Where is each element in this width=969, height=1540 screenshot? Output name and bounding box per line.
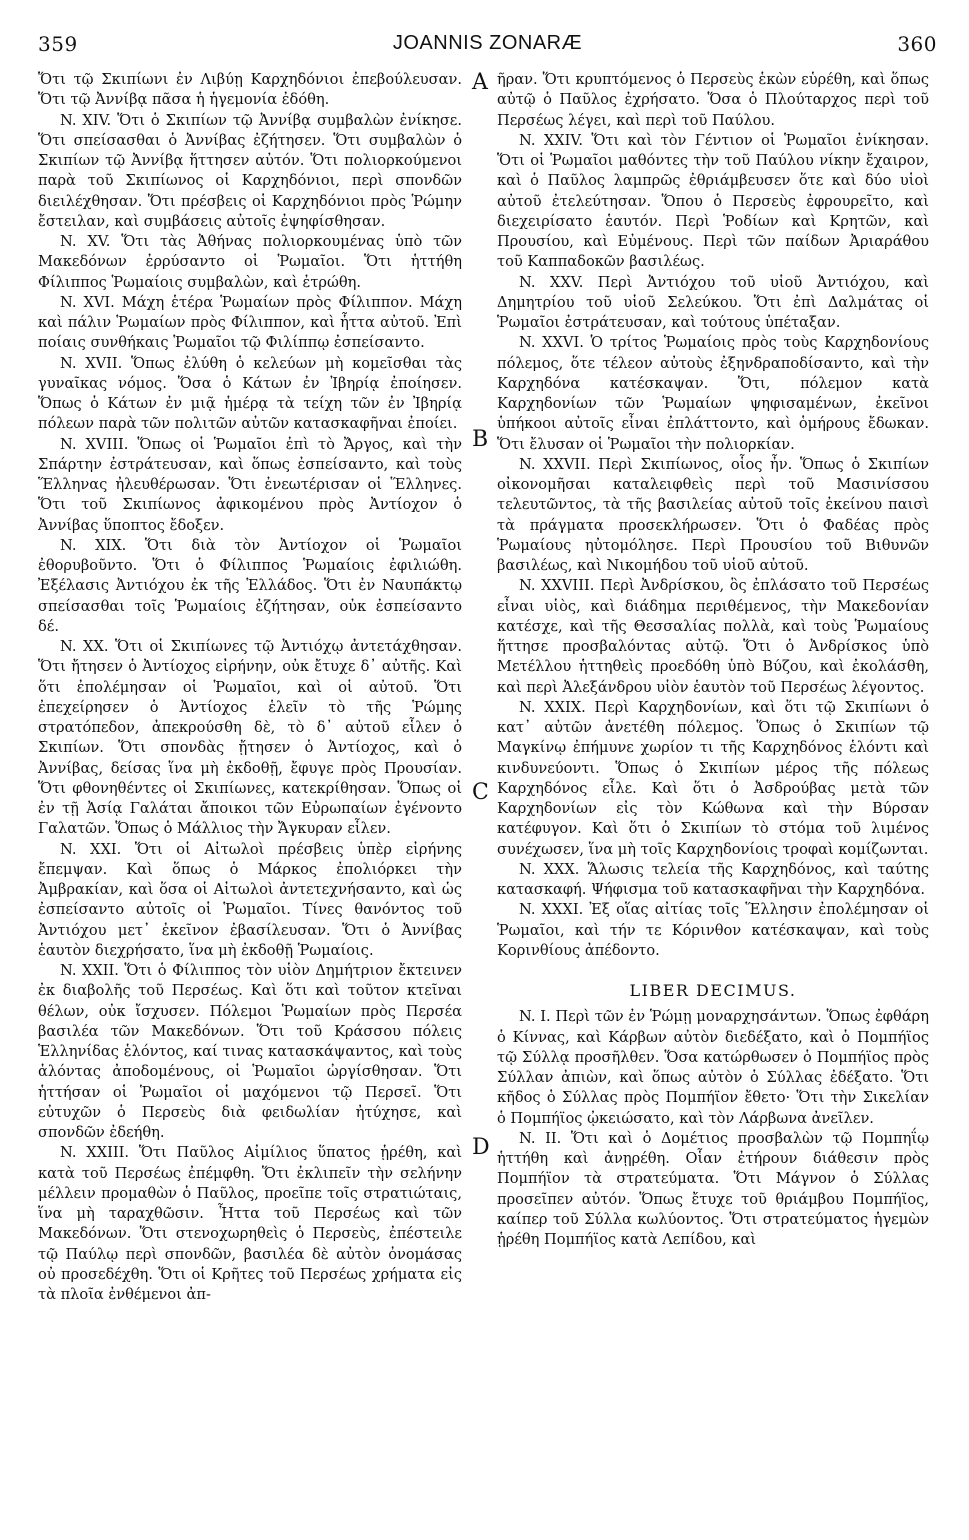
left-column <box>38 70 462 1305</box>
paragraph: N. XV. Ὅτι τὰς Ἀθήνας πολιορκουμένας ὑπὸ τῶν Μακεδόνων ἐρρύσαντο οἱ Ῥωμαῖοι. Ὅτι ἡττήθη Φίλιππος Ῥωμαίοις συμβαλὼν, καὶ ἐτρώθη. <box>38 233 462 291</box>
paragraph: N. I. Περὶ τῶν ἐν Ῥώμῃ μοναρχησάντων. Ὅπως ἐφθάρη ὁ Κίννας, καὶ Κάρβων αὐτὸν διεδέξατο, καὶ ὁ Πομπήϊος τῷ Σύλλᾳ προσῆλθεν. Ὅσα κατώρθωσεν ὁ Πομπήϊος πρὸς Σύλλαν ἀπιὼν, καὶ ὅπως αὐτὸν ὁ Σύλλας ἐδέξατο. Ὅτι κῆδος ὁ Σύλλας πρὸς Πομπήϊον ἔθετο· Ὅτι τὴν Σικελίαν ὁ Πομπήϊος ᾠκειώσατο, καὶ τὸν Λάρβωνα ἀνεῖλεν. <box>497 1008 929 1127</box>
page-number-right: 360 <box>897 32 937 56</box>
paragraph: ῆραν. Ὅτι κρυπτόμενος ὁ Περσεὺς ἑκὼν εὑρέθη, καὶ ὅπως αὐτῷ ὁ Παῦλος ἐχρήσατο. Ὅσα ὁ Πλούταρχος περὶ τοῦ Περσέως λέγει, καὶ περὶ τοῦ Παύλου. <box>497 71 929 129</box>
paragraph: N. XXI. Ὅτι οἱ Αἰτωλοὶ πρέσβεις ὑπὲρ εἰρήνης ἔπεμψαν. Καὶ ὅπως ὁ Μάρκος ἐπολιόρκει τὴν Ἀμβρακίαν, καὶ ὅσα οἱ Αἰτωλοὶ ἀντετεχνήσαντο, καὶ ὡς ἐσπείσαντο αὐτοῖς οἱ Ῥωμαῖοι. Τίνες θανόντος τοῦ Ἀντιόχου μετ᾽ ἐκεῖνον ἐβασίλευσαν. Ὅτι ὁ Ἀννίβας ἑαυτὸν διεχρήσατο, ἵνα μὴ ἐκδοθῇ Ῥωμαίοις. <box>38 840 462 959</box>
paragraph: N. XXVII. Περὶ Σκιπίωνος, οἷος ἦν. Ὅπως ὁ Σκιπίων οἰκονομῆσαι καταλειφθεὶς περὶ τοῦ Μασινίσσου τελευτῶντος, τὰ τῆς βασιλείας αὐτοῦ τοῖς ἐκείνου παισὶ τὰ πράγματα προσεκλήρωσεν. Ὅτι ὁ Φαδέας πρὸς Ῥωμαίους ηὐτομόλησε. Περὶ Προυσίου τοῦ Βιθυνῶν βασιλέως, καὶ Νικομήδου τοῦ υἱοῦ αὐτοῦ. <box>497 455 929 574</box>
paragraph: N. XX. Ὅτι οἱ Σκιπίωνες τῷ Ἀντιόχῳ ἀντετάχθησαν. Ὅτι ἤτησεν ὁ Ἀντίοχος εἰρήνην, οὐκ ἔτυχε δ᾽ αὐτῆς. Καὶ ὅτι ἐπολέμησαν οἱ Ῥωμαῖοι, καὶ οἱ αὐτοῦ. Ὅτι ἐπεχείρησεν ὁ Ἀντίοχος ἑλεῖν τὸ τῆς Ῥώμης στρατόπεδον, ἀπεκρούσθη δὲ, τὸ δ᾽ αὐτοῦ εἷλεν ὁ Σκιπίων. Ὅτι σπονδὰς ᾔτησεν ὁ Ἀντίοχος, καὶ ὁ Ἀννίβας, δείσας ἵνα μὴ ἐκδοθῇ, ἔφυγε πρὸς Προυσίαν. Ὅτι φθονηθέντες οἱ Σκιπίωνες, κατεκρίθησαν. Ὅπως οἱ ἐν τῇ Ἀσίᾳ Γαλάται ἄποικοι τῶν Εὐρωπαίων ἐγένοντο Γαλατῶν. Ὅπως ὁ Μάλλιος τὴν Ἄγκυραν εἷλεν. <box>38 638 462 838</box>
book-heading: LIBER DECIMUS. <box>629 981 797 1000</box>
paragraph: N. XXVIII. Περὶ Ἀνδρίσκου, ὃς ἐπλάσατο τοῦ Περσέως εἶναι υἱὸς, καὶ διάδημα περιθέμενος, τὴν Μακεδονίαν κατέσχε, καὶ τῆς Θεσσαλίας πολλὰ, καὶ τοὺς Ῥωμαίους ἥττησε προσβαλόντας αὐτῷ. Ὅτι ὁ Ἀνδρίσκος ὑπὸ Μετέλλου ἡττηθεὶς προεδόθη ὑπὸ Βύζου, καὶ ἐκολάσθη, καὶ περὶ Ἀλεξάνδρου υἱὸν ἑαυτὸν τοῦ Περσέως λέγοντος. <box>497 577 929 696</box>
paragraph: N. XXXI. Ἐξ οἵας αἰτίας τοῖς Ἕλλησιν ἐπολέμησαν οἱ Ῥωμαῖοι, καὶ τήν τε Κόρινθον κατέσκαψαν, καὶ τοὺς Κορινθίους ἀπέδοντο. <box>497 901 929 959</box>
paragraph: N. XVI. Μάχη ἑτέρα Ῥωμαίων πρὸς Φίλιππον. Μάχη καὶ πάλιν Ῥωμαίων πρὸς Φίλιππον, καὶ ἧττα αὐτοῦ. Ἐπὶ ποίαις συνθήκαις Ῥωμαῖοι τῷ Φιλίππῳ ἐσπείσαντο. <box>38 293 462 352</box>
paragraph: Ὅτι τῷ Σκιπίωνι ἐν Λιβύῃ Καρχηδόνιοι ἐπεβούλευσαν. Ὅτι τῷ Ἀννίβᾳ πᾶσα ἡ ἡγεμονία ἐδόθη. <box>38 71 462 109</box>
margin-marker-b: B <box>472 427 489 452</box>
paragraph: N. XXII. Ὅτι ὁ Φίλιππος τὸν υἱὸν Δημήτριον ἔκτεινεν ἐκ διαβολῆς τοῦ Περσέως. Καὶ ὅτι καὶ τοῦτον κτεῖναι θέλων, οὐκ ἴσχυσεν. Πόλεμοι Ῥωμαίων πρὸς Περσέα βασιλέα τῶν Μακεδόνων. Ὅτι τοῦ Κράσσου πόλεις Ἑλληνίδας ἑλόντος, καί τινας κατασκάψαντος, καὶ τοὺς ἁλόντας ἀποδομένους, οἱ Ῥωμαῖοι ὠργίσθησαν. Ὅτι ἡττήσαν οἱ Ῥωμαῖοι οἱ μαχόμενοι τῷ Περσεῖ. Ὅτι εὐτυχῶν ὁ Περσεὺς διὰ φειδωλίαν ἠτύχησε, καὶ σπονδῶν ἐδεήθη. <box>38 962 462 1141</box>
running-title: JOANNIS ZONARÆ <box>392 32 583 54</box>
paragraph: N. XXIV. Ὅτι καὶ τὸν Γέντιον οἱ Ῥωμαῖοι ἐνίκησαν. Ὅτι οἱ Ῥωμαῖοι μαθόντες τὴν τοῦ Παύλου νίκην ἔχαιρον, καὶ ὁ Παῦλος λαμπρῶς ἐθριάμβευσεν ὅτε καὶ δύο υἱοὶ αὐτοῦ ἐτελεύτησαν. Ὅπου ὁ Περσεὺς ἐφρουρεῖτο, καὶ διεχειρίσατο ἑαυτόν. Περὶ Ῥοδίων καὶ Κρητῶν, καὶ Προυσίου, καὶ Εὐμένους. Περὶ τῶν παίδων Ἀριαράθου τοῦ Καππαδοκῶν βασιλέως. <box>497 131 929 271</box>
paragraph: N. XVII. Ὅπως ἐλύθη ὁ κελεύων μὴ κομεῖσθαι τὰς γυναῖκας νόμος. Ὅσα ὁ Κάτων ἐν Ἰβηρίᾳ ἐποίησεν. Ὅπως ὁ Κάτων ἐν μιᾷ ἡμέρᾳ τὰ τείχη τῶν ἐν Ἰβηρίᾳ πόλεων παρὰ τῶν πολιτῶν αὐτῶν κατασκαφῆναι ἐποίει. <box>38 354 462 433</box>
margin-marker-c: C <box>472 780 489 805</box>
paragraph: N. XIV. Ὅτι ὁ Σκιπίων τῷ Ἀννίβᾳ συμβαλὼν ἐνίκησε. Ὅτι σπείσασθαι ὁ Ἀννίβας ἐζήτησεν. Ὅτι συμβαλὼν ὁ Σκιπίων τῷ Ἀννίβᾳ ἥττησεν αὐτόν. Ὅτι πολιορκούμενοι παρὰ τοῦ Σκιπίωνος οἱ Καρχηδόνιοι, περὶ σπονδῶν διειλέχθησαν. Ὅτι πρέσβεις οἱ Καρχηδόνιοι πρὸς Ῥώμην ἔστειλαν, καὶ συμβάσεις αὐτοῖς ἐψηφίσθησαν. <box>38 111 462 230</box>
page-header <box>38 32 937 62</box>
paragraph: N. XXIII. Ὅτι Παῦλος Αἰμίλιος ὕπατος ᾑρέθη, καὶ κατὰ τοῦ Περσέως ἐπέμφθη. Ὅτι ἐκλιπεῖν τὴν σελήνην μέλλειν προμαθὼν ὁ Παῦλος, προεῖπε τοῖς στρατιώταις, ἵνα μὴ ταραχθῶσιν. Ἧττα τοῦ Περσέως καὶ τῶν Μακεδόνων. Ὅτι στενοχωρηθεὶς ὁ Περσεὺς, ἐπέστειλε τῷ Παύλῳ περὶ σπονδῶν, βασιλέα δὲ αὐτὸν ὀνομάσας οὐ προσεδέχθη. Ὅτι οἱ Κρῆτες τοῦ Περσέως χρήματα εἰς τὰ πλοῖα ἐνθέμενοι ἀπ- <box>38 1144 462 1303</box>
paragraph: N. XXX. Ἅλωσις τελεία τῆς Καρχηδόνος, καὶ ταύτης κατασκαφή. Ψήφισμα τοῦ κατασκαφῆναι τὴν Καρχηδόνα. <box>497 860 929 898</box>
paragraph: N. XIX. Ὅτι διὰ τὸν Ἀντίοχον οἱ Ῥωμαῖοι ἐθορυβοῦντο. Ὅτι ὁ Φίλιππος Ῥωμαίοις ἐφιλιώθη. Ἐξέλασις Ἀντιόχου ἐκ τῆς Ἑλλάδος. Ὅτι ἐν Ναυπάκτῳ σπείσασθαι τοῖς Ῥωμαίοις ἐζήτησαν, οὐκ ἐσπείσαντο δέ. <box>38 536 462 635</box>
margin-marker-d: D <box>472 1135 490 1160</box>
paragraph: N. XXVI. Ὁ τρίτος Ῥωμαίοις πρὸς τοὺς Καρχηδονίους πόλεμος, ὅτε τέλεον αὐτοὺς ἐξηνδραποδίσαντο, καὶ τὴν Καρχηδόνα κατέσκαψαν. Ὅτι, πόλεμον κατὰ Καρχηδονίων τῶν Ῥωμαίων ψηφισαμένων, ἐκεῖνοι ὑπήκοοι αὐτοῖς εἶναι ἐπλάττοντο, καὶ ὁμήρους ἔδωκαν. Ὅτι ἔλυσαν οἱ Ῥωμαῖοι τὴν πολιορκίαν. <box>497 334 929 453</box>
paragraph: N. XVIII. Ὅπως οἱ Ῥωμαῖοι ἐπὶ τὸ Ἄργος, καὶ τὴν Σπάρτην ἐστράτευσαν, καὶ ὅπως ἐσπείσαντο, καὶ τοὺς Ἕλληνας ἠλευθέρωσαν. Ὅτι ἐνεωτέρισαν οἱ Ἕλληνες. Ὅτι τοῦ Σκιπίωνος ἀφικομένου πρὸς Ἀντίοχον ὁ Ἀννίβας ὕποπτος ἔδοξεν. <box>38 435 462 534</box>
right-column <box>497 70 929 1250</box>
paragraph: N. XXIX. Περὶ Καρχηδονίων, καὶ ὅτι τῷ Σκιπίωνι ὁ κατ᾽ αὐτῶν ἀνετέθη πόλεμος. Ὅπως ὁ Σκιπίων τῷ Μαγκίνῳ ἐπήμυνε χωρίον τι τῆς Καρχηδόνος ἑλόντι καὶ κινδυνεύοντι. Ὅπως ὁ Σκιπίων μέρος τῆς πόλεως Καρχηδόνος εἷλε. Καὶ ὅτι ὁ Ἀσδρούβας μετὰ τῶν Καρχηδονίων εἰς τὸν Κώθωνα καὶ τὴν Βύρσαν κατέφυγον. Καὶ ὅτι ὁ Σκιπίων τὸ στόμα τοῦ λιμένος συνέχωσεν, ἵνα μὴ τοῖς Καρχηδονίοις τροφαὶ κομίζωνται. <box>497 698 929 858</box>
margin-marker-a: A <box>472 70 488 95</box>
page-number-left: 359 <box>38 32 78 56</box>
paragraph: N. II. Ὅτι καὶ ὁ Δομέτιος προσβαλὼν τῷ Πομπηΐῳ ἡττήθη καὶ ἀνῃρέθη. Οἷαν ἐτήρουν διάθεσιν πρὸς Πομπήϊον τὰ στρατεύματα. Ὅτι Μάγνον ὁ Σύλλας προσεῖπεν αὐτόν. Ὅπως ἔτυχε τοῦ θριάμβου Πομπήϊος, καίπερ τοῦ Σύλλα κωλύοντος. Ὅτι στρατεύματος ἡγεμὼν ᾑρέθη Πομπήϊος κατὰ Λεπίδου, καὶ <box>497 1129 929 1248</box>
paragraph: N. XXV. Περὶ Ἀντιόχου τοῦ υἱοῦ Ἀντιόχου, καὶ Δημητρίου τοῦ υἱοῦ Σελεύκου. Ὅτι ἐπὶ Δαλμάτας οἱ Ῥωμαῖοι ἐστράτευσαν, καὶ τούτους ὑπέταξαν. <box>497 273 929 331</box>
